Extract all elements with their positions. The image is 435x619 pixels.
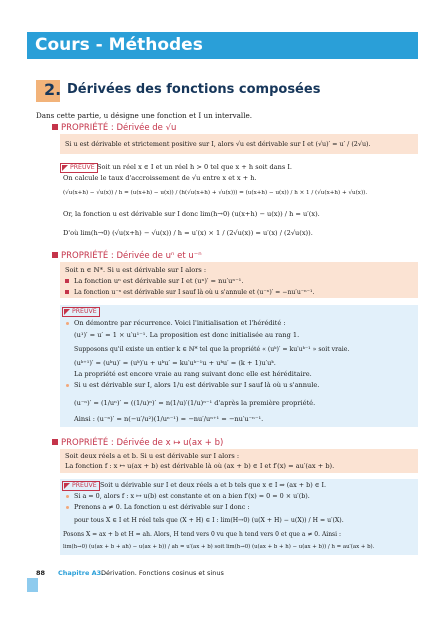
proof-1-line-3: Or, la fonction u est dérivable sur I donc lim(h→0) (u(x+h) − u(x)) / h = u′(x). bbox=[63, 210, 320, 218]
property-1-statement: Si u est dérivable et strictement positive sur I, alors √u est dérivable sur I et (√u)′ = u′ / (2√u). bbox=[65, 140, 371, 148]
proof-3-line-3: pour tous X ∈ I et H réel tels que (X + H) ∈ I : lim(H→0) (u(X + H) − u(X)) / H = u′(X). bbox=[74, 517, 344, 524]
proof-1-line-4: D'où lim(h→0) (√u(x+h) − √u(x)) / h = u′(x) × 1 / (2√u(x)) = u′(x) / (2√u(x)). bbox=[63, 229, 313, 237]
bullet-dot-icon bbox=[66, 506, 69, 509]
proof-3-line-4: Posons X = ax + b et H = ah. Alors, H tend vers 0 vu que h tend vers 0 et que a ≠ 0. Ainsi : bbox=[63, 531, 341, 538]
proof-1-line-1: Soit un réel x ∈ I et un réel h > 0 tel que x + h soit dans I. bbox=[97, 163, 293, 171]
intro-text: Dans cette partie, u désigne une fonction et I un intervalle. bbox=[36, 111, 253, 120]
proof-1-line-2: On calcule le taux d'accroissement de √u entre x et x + h. bbox=[63, 174, 257, 182]
proof-2-line-3: Supposons qu'il existe un entier k ∈ ℕ* tel que la propriété « (uᵏ)′ = ku′uᵏ⁻¹ » soit vraie. bbox=[74, 346, 350, 353]
property-3-line-2: La fonction f : x ↦ u(ax + b) est dérivable là où (ax + b) ∈ I et f′(x) = au′(ax + b). bbox=[65, 462, 335, 470]
bullet-dot-icon bbox=[66, 495, 69, 498]
proof-1-label: PREUVE bbox=[60, 163, 98, 173]
property-2-label: PROPRIÉTÉ : Dérivée de uⁿ et u⁻ⁿ bbox=[61, 251, 202, 261]
property-2-item-1: La fonction uⁿ est dérivable sur I et (uⁿ)′ = nu′uⁿ⁻¹. bbox=[74, 277, 244, 285]
property-2-heading bbox=[52, 251, 202, 261]
proof-3-line-1: Soit u dérivable sur I et deux réels a et b tels que x ∈ I ⇒ (ax + b) ∈ I. bbox=[100, 481, 327, 489]
proof-2-label: PREUVE bbox=[62, 307, 100, 317]
proof-2-line-7: Ainsi : (u⁻ⁿ)′ = n(−u′/u²)(1/uⁿ⁻¹) = −nu′/uⁿ⁺¹ = −nu′u⁻ⁿ⁻¹. bbox=[74, 415, 264, 423]
property-3-heading bbox=[52, 438, 223, 448]
proof-2-line-5: La propriété est encore vraie au rang suivant donc elle est héréditaire. bbox=[74, 370, 312, 378]
page-tab bbox=[27, 578, 38, 592]
section-number: 2. bbox=[44, 80, 62, 99]
property-square-icon bbox=[52, 124, 58, 130]
bullet-icon bbox=[65, 279, 69, 283]
page-margin bbox=[0, 0, 27, 619]
property-1-heading bbox=[52, 123, 176, 133]
property-2-item-2: La fonction u⁻ⁿ est dérivable sur I sauf là où u s'annule et (u⁻ⁿ)′ = −nu′u⁻ⁿ⁻¹. bbox=[74, 289, 315, 296]
footer-title: Dérivation. Fonctions cosinus et sinus bbox=[101, 569, 224, 577]
proof-2-bullet-1: On démontre par récurrence. Voici l'initialisation et l'hérédité : bbox=[74, 319, 286, 327]
banner-title: Cours - Méthodes bbox=[35, 35, 203, 55]
bullet-dot-icon bbox=[66, 322, 69, 325]
proof-1-equation-1: (√u(x+h) − √u(x)) / h = (u(x+h) − u(x)) / (h(√u(x+h) + √u(x))) = (u(x+h) − u(x)) / h × 1 / (√u(x+h) + √u(x)). bbox=[63, 190, 368, 196]
proof-2-line-2: (u¹)′ = u′ = 1 × u′u¹⁻¹. La proposition est donc initialisée au rang 1. bbox=[74, 331, 300, 339]
section-title: Dérivées des fonctions composées bbox=[67, 82, 321, 97]
proof-2-line-6: (u⁻ⁿ)′ = (1/uⁿ)′ = ((1/u)ⁿ)′ = n(1/u)′(1/u)ⁿ⁻¹ d'après la première propriété. bbox=[74, 399, 316, 407]
section-banner bbox=[27, 32, 418, 59]
property-1-label: PROPRIÉTÉ : Dérivée de √u bbox=[61, 123, 177, 133]
footer-chapter: Chapitre A3. bbox=[58, 569, 104, 577]
bullet-icon bbox=[65, 290, 69, 294]
proof-3-bullet-1: Si a = 0, alors f : x ↦ u(b) est constante et on a bien f′(x) = 0 = 0 × u′(b). bbox=[74, 492, 310, 500]
proof-2-bullet-2: Si u est dérivable sur I, alors 1/u est dérivable sur I sauf là où u s'annule. bbox=[74, 381, 320, 389]
proof-2-line-4: (uᵏ⁺¹)′ = (uᵏu)′ = (uᵏ)′u + uᵏu′ = ku′uᵏ⁻¹u + uᵏu′ = (k + 1)u′uᵏ. bbox=[74, 359, 276, 367]
property-3-line-1: Soit deux réels a et b. Si u est dérivable sur I alors : bbox=[65, 452, 240, 460]
property-2-line-1: Soit n ∈ ℕ*. Si u est dérivable sur I alors : bbox=[65, 266, 207, 274]
proof-3-bullet-2: Prenons a ≠ 0. La fonction u est dérivable sur I donc : bbox=[74, 503, 250, 511]
proof-3-label: PREUVE bbox=[62, 481, 100, 491]
property-square-icon bbox=[52, 439, 58, 445]
property-square-icon bbox=[52, 252, 58, 258]
proof-3-line-5: lim(h→0) (u(ax + b + ah) − u(ax + b)) / ah = u′(ax + b) soit lim(h→0) (u(ax + b + h) − u(ax + b)) / h = au′(ax + b). bbox=[63, 544, 375, 550]
property-3-label: PROPRIÉTÉ : Dérivée de x ↦ u(ax + b) bbox=[61, 438, 224, 448]
bullet-dot-icon bbox=[66, 384, 69, 387]
page-number: 88 bbox=[36, 569, 46, 577]
